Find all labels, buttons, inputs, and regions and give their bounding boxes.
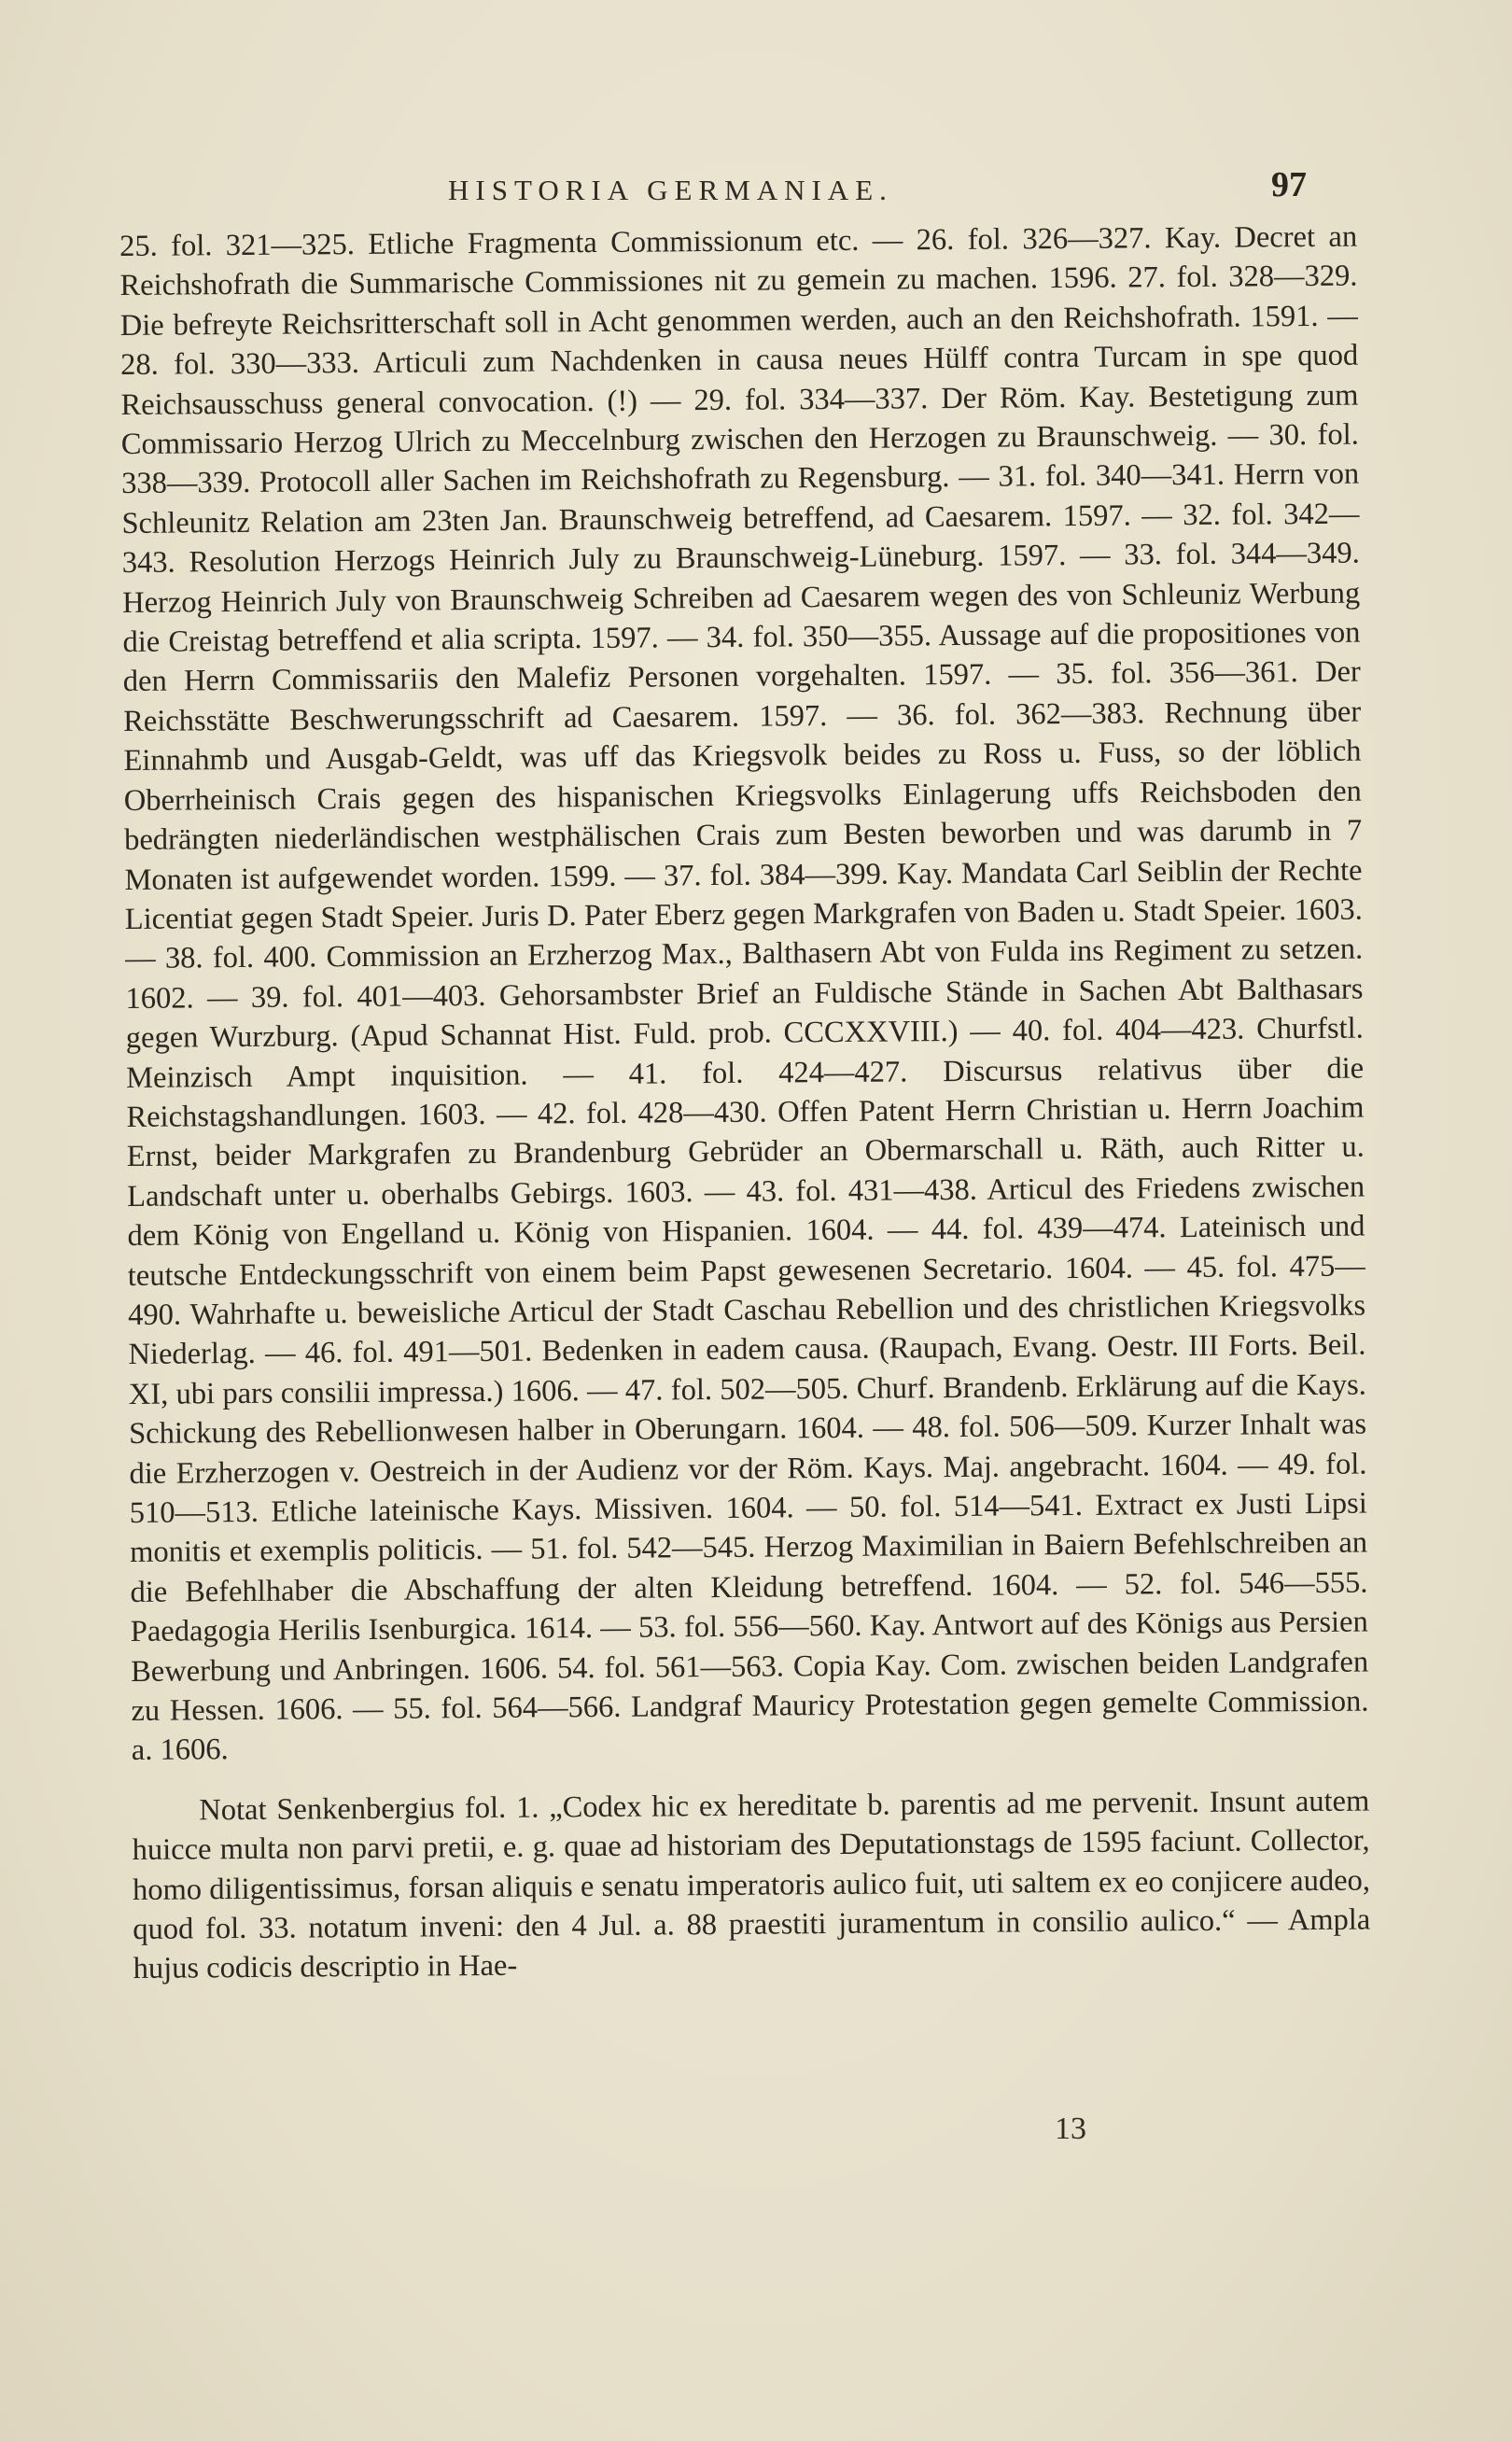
- signature-mark: 13: [1055, 2111, 1086, 2146]
- running-title: HISTORIA GERMANIAE.: [448, 174, 893, 206]
- body-text: [119, 217, 1371, 1989]
- page-number: 97: [1271, 165, 1307, 204]
- paragraph-note: Notat Senkenbergius fol. 1. „Codex hic ex hereditate b. parentis ad me pervenit. Insunt autem huicce multa non parvi pretii, e. g. quae ad historiam des Deputationstags de 1595 faciunt. Collector, homo diligentissimus, forsan aliquis e senatu imperatoris aulico fuit, uti saltem ex eo conjicere audeo, quod fol. 33. notatum inveni: den 4 Jul. a. 88 praestiti juramentum in consilio aulico.“ — Ampla hujus codicis descriptio in Hae-: [132, 1784, 1371, 1986]
- paragraph-catalogue: 25. fol. 321—325. Etliche Fragmenta Commissionum etc. — 26. fol. 326—327. Kay. Decret an Reichshofrath die Summarische Commissiones nit zu gemein zu machen. 1596. 27. fol. 328—329. Die befreyte Reichsritterschaft soll in Acht genommen werden, auch an den Reichshofrath. 1591. — 28. fol. 330—333. Articuli zum Nachdenken in causa neues Hülff contra Turcam in spe quod Reichsausschuss general convocation. (!) — 29. fol. 334—337. Der Röm. Kay. Bestetigung zum Commissario Herzog Ulrich zu Meccelnburg zwischen den Herzogen zu Braunschweig. — 30. fol. 338—339. Protocoll aller Sachen im Reichshofrath zu Regensburg. — 31. fol. 340—341. Herrn von Schleunitz Relation am 23ten Jan. Braunschweig betreffend, ad Caesarem. 1597. — 32. fol. 342—343. Resolution Herzogs Heinrich July zu Braunschweig-Lüneburg. 1597. — 33. fol. 344—349. Herzog Heinrich July von Braunschweig Schreiben ad Caesarem wegen des von Schleuniz Werbung die Creistag betreffend et alia scripta. 1597. — 34. fol. 350—355. Aussage auf die propositiones von den Herrn Commissariis den Malefiz Personen vorgehalten. 1597. — 35. fol. 356—361. Der Reichsstätte Beschwerungsschrift ad Caesarem. 1597. — 36. fol. 362—383. Rechnung über Einnahmb und Ausgab-Geldt, was uff das Kriegsvolk beides zu Ross u. Fuss, so der löblich Oberrheinisch Crais gegen des hispanischen Kriegsvolks Einlagerung uffs Reichsboden den bedrängten niederländischen westphälischen Crais zum Besten beworben und was darumb in 7 Monaten ist aufgewendet worden. 1599. — 37. fol. 384—399. Kay. Mandata Carl Seiblin der Rechte Licentiat gegen Stadt Speier. Juris D. Pater Eberz gegen Markgrafen von Baden u. Stadt Speier. 1603. — 38. fol. 400. Commission an Erzherzog Max., Balthasern Abt von Fulda ins Regiment zu setzen. 1602. — 39. fol. 401—403. Gehorsambster Brief an Fuldische Stände in Sachen Abt Balthasars gegen Wurzburg. (Apud Schannat Hist. Fuld. prob. CCCXXVIII.) — 40. fol. 404—423. Churfstl. Meinzisch Ampt inquisition. — 41. fol. 424—427. Discursus relativus über die Reichstagshandlungen. 1603. — 42. fol. 428—430. Offen Patent Herrn Christian u. Herrn Joachim Ernst, beider Markgrafen zu Brandenburg Gebrüder an Obermarschall u. Räth, auch Ritter u. Landschaft unter u. oberhalbs Gebirgs. 1603. — 43. fol. 431—438. Articul des Friedens zwischen dem König von Engelland u. König von Hispanien. 1604. — 44. fol. 439—474. Lateinisch und teutsche Entdeckungsschrift von einem beim Papst gewesenen Secretario. 1604. — 45. fol. 475—490. Wahrhafte u. beweisliche Articul der Stadt Caschau Rebellion und des christlichen Kriegsvolks Niederlag. — 46. fol. 491—501. Bedenken in eadem causa. (Raupach, Evang. Oestr. III Forts. Beil. XI, ubi pars consilii impressa.) 1606. — 47. fol. 502—505. Churf. Brandenb. Erklärung auf die Kays. Schickung des Rebellionwesen halber in Oberungarn. 1604. — 48. fol. 506—509. Kurzer Inhalt was die Erzherzogen v. Oestreich in der Audienz vor der Röm. Kays. Maj. angebracht. 1604. — 49. fol. 510—513. Etliche lateinische Kays. Missiven. 1604. — 50. fol. 514—541. Extract ex Justi Lipsi monitis et exemplis politicis. — 51. fol. 542—545. Herzog Maximilian in Baiern Befehlschreiben an die Befehlhaber die Abschaffung der alten Kleidung betreffend. 1604. — 52. fol. 546—555. Paedagogia Herilis Isenburgica. 1614. — 53. fol. 556—560. Kay. Antwort auf des Königs aus Persien Bewerbung und Anbringen. 1606. 54. fol. 561—563. Copia Kay. Com. zwischen beiden Landgrafen zu Hessen. 1606. — 55. fol. 564—566. Landgraf Mauricy Protestation gegen gemelte Commission. a. 1606.: [119, 219, 1369, 1768]
- page-header: [439, 161, 1372, 217]
